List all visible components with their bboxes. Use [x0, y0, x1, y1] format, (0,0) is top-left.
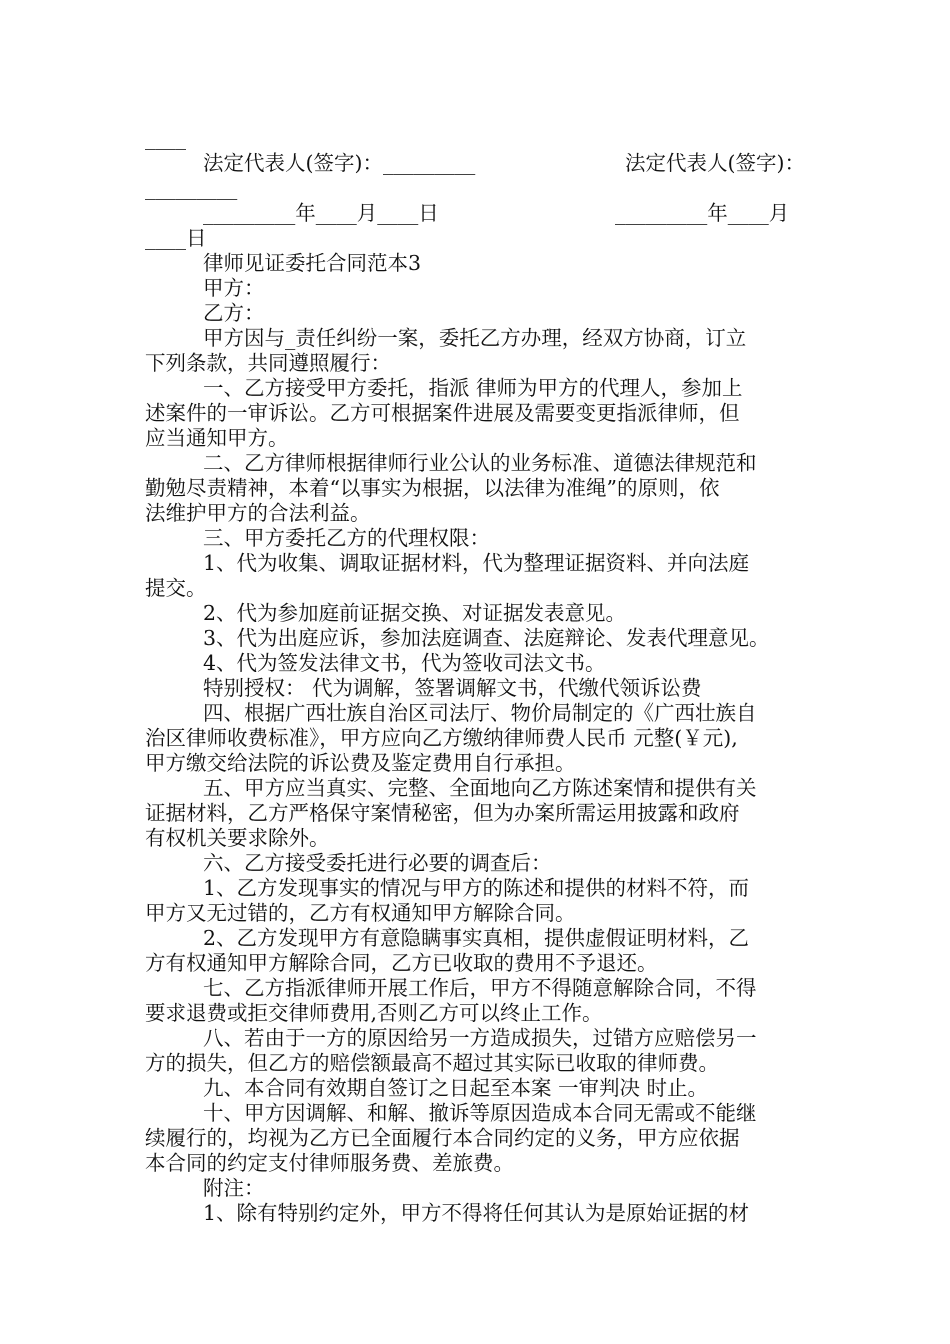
paragraph-line: 勤勉尽责精神，本着“以事实为根据，以法律为准绳”的原则，依 [145, 476, 720, 500]
document-title: 律师见证委托合同范本3 [203, 251, 422, 275]
paragraph-line: 八、若由于一方的原因给另一方造成损失，过错方应赔偿另一 [203, 1026, 757, 1050]
paragraph-line: 特别授权： 代为调解，签署调解文书，代缴代领诉讼费 [203, 676, 702, 700]
paragraph-line: 下列条款，共同遵照履行： [145, 351, 391, 375]
date-left: _________年____月____日 [203, 201, 439, 225]
paragraph-line: 四、根据广西壮族自治区司法厅、物价局制定的《广西壮族自 [203, 701, 757, 725]
paragraph-line: 证据材料，乙方严格保守案情秘密，但为办案所需运用披露和政府 [145, 801, 740, 825]
paragraph-line: 方的损失，但乙方的赔偿额最高不超过其实际已收取的律师费。 [145, 1051, 719, 1075]
paragraph-line: 三、甲方委托乙方的代理权限： [203, 526, 490, 550]
date-tail: ____日 [145, 226, 207, 250]
paragraph-line: 法维护甲方的合法利益。 [145, 501, 371, 525]
paragraph-line: 1、除有特别约定外，甲方不得将任何其认为是原始证据的材 [203, 1201, 750, 1225]
paragraph-line: 九、本合同有效期自签订之日起至本案 一审判决 时止。 [203, 1076, 709, 1100]
paragraph-line: 十、甲方因调解、和解、撤诉等原因造成本合同无需或不能继 [203, 1101, 757, 1125]
paragraph-line: 3、代为出庭应诉，参加法庭调查、法庭辩论、发表代理意见。 [203, 626, 770, 650]
paragraph-line: 2、代为参加庭前证据交换、对证据发表意见。 [203, 601, 627, 625]
paragraph-line: 甲方又无过错的，乙方有权通知甲方解除合同。 [145, 901, 576, 925]
signature-right: 法定代表人(签字)： [625, 151, 805, 175]
paragraph-line: 1、代为收集、调取证据材料，代为整理证据资料、并向法庭 [203, 551, 750, 575]
paragraph-line: 一、乙方接受甲方委托，指派 律师为甲方的代理人，参加上 [203, 376, 743, 400]
paragraph-line: 本合同的约定支付律师服务费、差旅费。 [145, 1151, 514, 1175]
paragraph-line: 述案件的一审诉讼。乙方可根据案件进展及需要变更指派律师，但 [145, 401, 740, 425]
paragraph-line: 2、乙方发现甲方有意隐瞒事实真相，提供虚假证明材料，乙 [203, 926, 750, 950]
paragraph-line: 有权机关要求除外。 [145, 826, 330, 850]
party-a-label: 甲方： [203, 276, 265, 300]
party-b-label: 乙方： [203, 301, 265, 325]
paragraph-line: 附注： [203, 1176, 265, 1200]
paragraph-line: 治区律师收费标准》，甲方应向乙方缴纳律师费人民币 元整(￥元), [145, 726, 738, 750]
paragraph-line: 提交。 [145, 576, 207, 600]
paragraph-line: 甲方因与_责任纠纷一案，委托乙方办理，经双方协商，订立 [203, 326, 747, 350]
paragraph-line: 七、乙方指派律师开展工作后，甲方不得随意解除合同，不得 [203, 976, 757, 1000]
paragraph-line: 五、甲方应当真实、完整、全面地向乙方陈述案情和提供有关 [203, 776, 757, 800]
paragraph-line: 续履行的，均视为乙方已全面履行本合同约定的义务，甲方应依据 [145, 1126, 740, 1150]
signature-right-rule: _________ [145, 176, 238, 200]
paragraph-line: 应当通知甲方。 [145, 426, 289, 450]
paragraph-line: 六、乙方接受委托进行必要的调查后： [203, 851, 552, 875]
paragraph-line: 甲方缴交给法院的诉讼费及鉴定费用自行承担。 [145, 751, 576, 775]
paragraph-line: 方有权通知甲方解除合同，乙方已收取的费用不予退还。 [145, 951, 658, 975]
paragraph-line: 要求退费或拒交律师费用,否则乙方可以终止工作。 [145, 1001, 603, 1025]
paragraph-line: 二、乙方律师根据律师行业公认的业务标准、道德法律规范和 [203, 451, 757, 475]
signature-left: 法定代表人(签字)：_________ [203, 151, 476, 175]
top-rule: ____ [145, 126, 186, 150]
paragraph-line: 1、乙方发现事实的情况与甲方的陈述和提供的材料不符，而 [203, 876, 750, 900]
date-right: _________年____月 [615, 201, 790, 225]
paragraph-line: 4、代为签发法律文书，代为签收司法文书。 [203, 651, 606, 675]
